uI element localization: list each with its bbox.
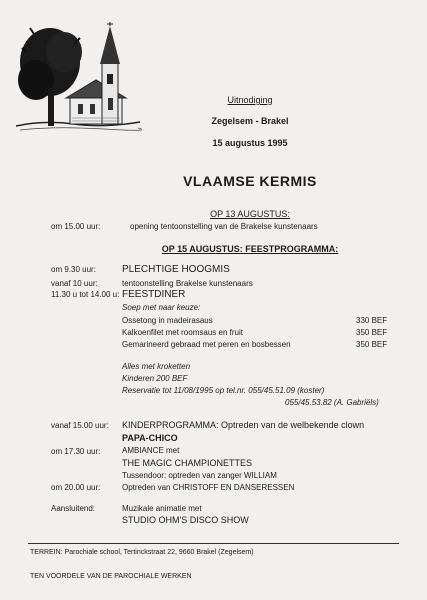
afternoon-text: AMBIANCE met xyxy=(122,446,180,455)
row-time: om 9.30 uur: xyxy=(51,265,96,274)
footer-benefit: TEN VOORDELE VAN DE PAROCHIALE WERKEN xyxy=(30,573,192,580)
place-label: Zegelsem - Brakel xyxy=(211,116,289,126)
date-label: 15 augustus 1995 xyxy=(212,138,288,148)
row-time: vanaf 10 uur: xyxy=(51,279,98,288)
menu-price: 350 BEF xyxy=(356,328,388,337)
reservation-line: Reservatie tot 11/08/1995 op tel.nr. 055/45.51.09 (koster) xyxy=(122,386,325,395)
afternoon-time: om 20.00 uur: xyxy=(51,483,101,492)
soup-note: Soep met naar keuze: xyxy=(122,303,201,312)
reservation-line-2: 055/45.53.82 (A. Gabriëls) xyxy=(285,398,379,407)
closing-line2: STUDIO OHM'S DISCO SHOW xyxy=(122,515,249,525)
church-illustration xyxy=(14,22,142,134)
menu-price: 350 BEF xyxy=(356,340,388,349)
closing-line1: Muzikale animatie met xyxy=(122,504,202,513)
afternoon-time: om 17.30 uur: xyxy=(51,447,101,456)
closing-label: Aansluitend: xyxy=(51,504,96,513)
note-croquettes: Alles met kroketten xyxy=(122,362,191,371)
row-text: tentoonstelling Brakelse kunstenaars xyxy=(122,279,253,288)
menu-dish: Kalkoenfilet met roomsaus en fruit xyxy=(122,328,243,337)
row-text: PLECHTIGE HOOGMIS xyxy=(122,264,230,275)
menu-dish: Gemarineerd gebraad met peren en bosbessen xyxy=(122,340,291,349)
afternoon-time: vanaf 15.00 uur: xyxy=(51,421,109,430)
row-text: FEESTDINER xyxy=(122,289,186,300)
menu-dish: Ossetong in madeirasaus xyxy=(122,316,213,325)
day13-heading: OP 13 AUGUSTUS: xyxy=(210,209,290,219)
row-time: 11.30 u tot 14.00 u: xyxy=(51,290,120,299)
afternoon-text: THE MAGIC CHAMPIONETTES xyxy=(122,458,253,468)
note-children: Kinderen 200 BEF xyxy=(122,374,188,383)
day15-heading: OP 15 AUGUSTUS: FEESTPROGRAMMA: xyxy=(161,244,339,254)
afternoon-text: Tussendoor: optreden van zanger WILLIAM xyxy=(122,471,277,480)
afternoon-text: Optreden van CHRISTOFF EN DANSERESSEN xyxy=(122,483,295,492)
footer-divider xyxy=(28,543,399,544)
menu-price: 330 BEF xyxy=(356,316,388,325)
day13-text: opening tentoonstelling van de Brakelse kunstenaars xyxy=(130,222,318,231)
invite-label: Uitnodiging xyxy=(227,95,273,105)
page-title: VLAAMSE KERMIS xyxy=(183,173,317,189)
afternoon-text: KINDERPROGRAMMA: Optreden van de welbekende clown xyxy=(122,420,365,430)
afternoon-text: PAPA-CHICO xyxy=(122,433,178,443)
footer-terrain: TERREIN: Parochiale school, Tertinckstraat 22, 9660 Brakel (Zegelsem) xyxy=(30,549,254,556)
day13-time: om 15.00 uur: xyxy=(51,222,101,231)
